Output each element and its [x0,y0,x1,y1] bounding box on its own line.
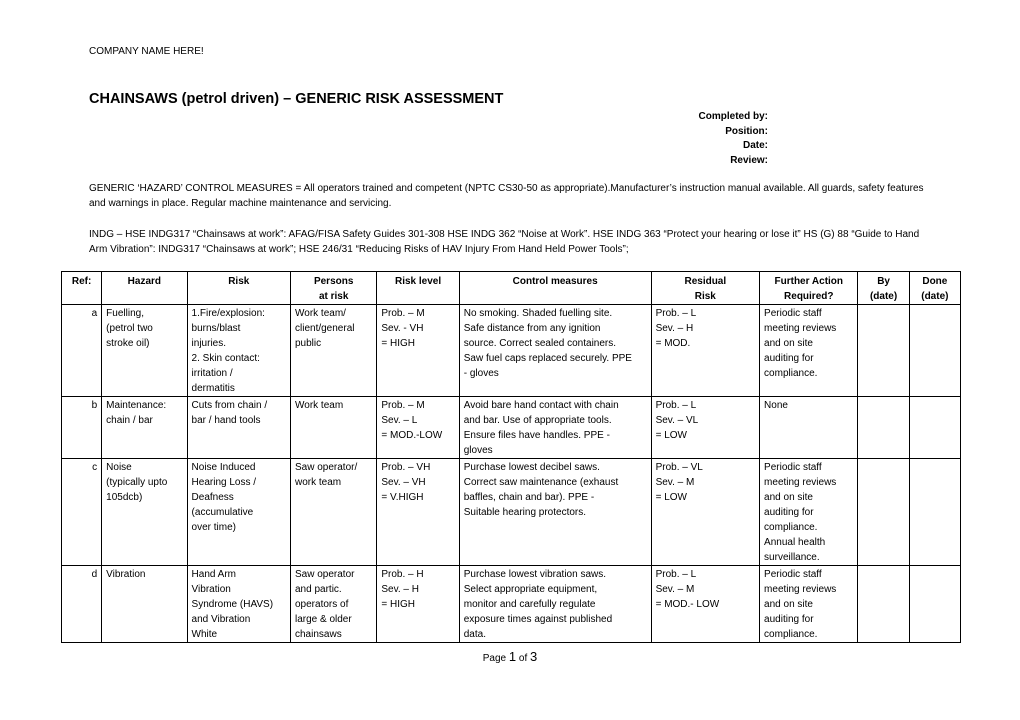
cell-further-action: Periodic staff meeting reviews and on site auditing for compliance. [760,566,858,643]
cell-persons: Work team [291,397,377,459]
cell-hazard: Fuelling, (petrol two stroke oil) [102,305,187,397]
cell-hazard: Maintenance: chain / bar [102,397,187,459]
cell-residual-risk: Prob. – L Sev. – M = MOD.- LOW [651,566,759,643]
header-hazard: Hazard [102,272,187,305]
document-title: CHAINSAWS (petrol driven) – GENERIC RISK ASSESSMENT [89,91,504,107]
table-row [62,459,961,566]
cell-persons: Saw operator and partic. operators of large & older chainsaws [291,566,377,643]
cell-ref: c [62,459,102,566]
cell-hazard: Noise (typically upto 105dcb) [102,459,187,566]
cell-risk-level: Prob. – VH Sev. – VH = V.HIGH [377,459,459,566]
cell-further-action: Periodic staff meeting reviews and on site auditing for compliance. Annual health surveillance. [760,459,858,566]
cell-by-date [858,566,909,643]
cell-risk: Noise Induced Hearing Loss / Deafness (accumulative over time) [187,459,290,566]
risk-assessment-table [61,271,961,643]
cell-risk: Hand Arm Vibration Syndrome (HAVS) and Vibration White [187,566,290,643]
cell-residual-risk: Prob. – L Sev. – VL = LOW [651,397,759,459]
page-number: 1 [508,649,517,664]
cell-ref: d [62,566,102,643]
cell-risk: Cuts from chain / bar / hand tools [187,397,290,459]
page-word: Page [482,653,507,664]
cell-risk: 1.Fire/explosion: burns/blast injuries. 2. Skin contact: irritation / dermatitis [187,305,290,397]
table-row [62,305,961,397]
cell-control-measures: Avoid bare hand contact with chain and bar. Use of appropriate tools. Ensure files have handles. PPE - gloves [459,397,651,459]
cell-by-date [858,397,909,459]
header-residual-risk: Residual Risk [651,272,759,305]
cell-residual-risk: Prob. – L Sev. – H = MOD. [651,305,759,397]
cell-further-action: Periodic staff meeting reviews and on site auditing for compliance. [760,305,858,397]
company-name: COMPANY NAME HERE! [89,46,204,57]
cell-done-date [909,305,960,397]
position-label: Position: [725,125,768,137]
table-row [62,566,961,643]
page-total: 3 [530,649,538,664]
cell-by-date [858,459,909,566]
cell-control-measures: No smoking. Shaded fuelling site. Safe distance from any ignition source. Correct sealed containers. Saw fuel caps replaced securely. PPE - gloves [459,305,651,397]
date-label: Date: [742,140,768,152]
cell-residual-risk: Prob. – VL Sev. – M = LOW [651,459,759,566]
header-risk: Risk [187,272,290,305]
table-header-row [62,272,961,305]
header-ref: Ref: [62,272,102,305]
cell-ref: b [62,397,102,459]
cell-control-measures: Purchase lowest decibel saws. Correct saw maintenance (exhaust baffles, chain and bar). PPE - Suitable hearing protectors. [459,459,651,566]
cell-risk-level: Prob. – M Sev. – L = MOD.-LOW [377,397,459,459]
generic-control-measures: GENERIC ‘HAZARD’ CONTROL MEASURES = All operators trained and competent (NPTC CS30-50 as appropriate).Manufacturer’s instruction manual available. All guards, safety features and warnings in place. Regular machine maintenance and servicing. [89,183,924,209]
cell-ref: a [62,305,102,397]
header-control-measures: Control measures [459,272,651,305]
cell-done-date [909,566,960,643]
cell-persons: Work team/ client/general public [291,305,377,397]
cell-persons: Saw operator/ work team [291,459,377,566]
header-persons-at-risk: Persons at risk [291,272,377,305]
header-by-date: By (date) [858,272,909,305]
cell-done-date [909,459,960,566]
header-done-date: Done (date) [909,272,960,305]
review-label: Review: [730,155,768,167]
cell-control-measures: Purchase lowest vibration saws. Select appropriate equipment, monitor and carefully regulate exposure times against published data. [459,566,651,643]
cell-done-date [909,397,960,459]
reference-documents: INDG – HSE INDG317 “Chainsaws at work”: AFAG/FISA Safety Guides 301-308 HSE INDG 362 “Noise at Work”. HSE INDG 363 “Protect your hearing or lose it” HS (G) 88 “Guide to Hand Arm Vibration”: INDG317 “Chainsaws at work”; HSE 246/31 “Reducing Risks of HAV Injury From Hand Held Power Tools”; [89,229,920,255]
of-word: of [518,653,528,664]
header-risk-level: Risk level [377,272,459,305]
completion-block [699,110,768,169]
page-footer [0,649,1020,664]
cell-risk-level: Prob. – M Sev. - VH = HIGH [377,305,459,397]
header-further-action: Further Action Required? [760,272,858,305]
cell-hazard: Vibration [102,566,187,643]
cell-risk-level: Prob. – H Sev. – H = HIGH [377,566,459,643]
cell-further-action: None [760,397,858,459]
completed-by-label: Completed by: [698,111,768,122]
table-row [62,397,961,459]
cell-by-date [858,305,909,397]
